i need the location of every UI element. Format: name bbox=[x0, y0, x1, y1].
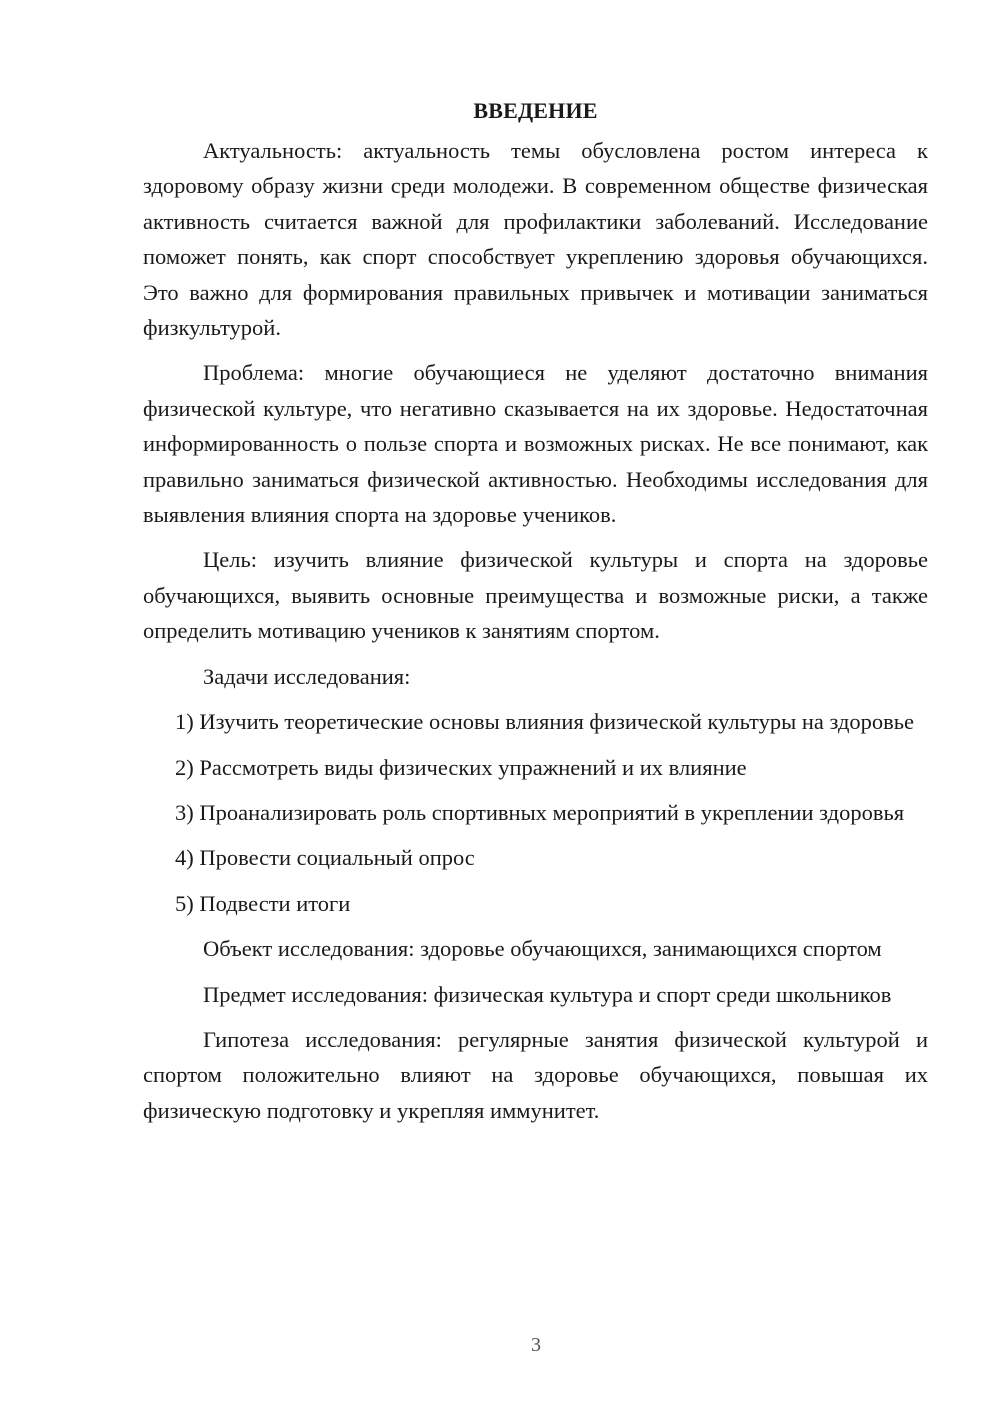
section-title: ВВЕДЕНИЕ bbox=[473, 98, 598, 123]
paragraph-relevance: Актуальность: актуальность темы обусловлена ростом интереса к здоровому образу жизни среди молодежи. В современном обществе физическая активность считается важной для профилактики заболеваний. Исследование поможет понять, как спорт способствует укреплению здоровья обучающихся. Это важно для формирования правильных привычек и мотивации заниматься физкультурой. bbox=[143, 138, 928, 341]
paragraph-goal: Цель: изучить влияние физической культуры и спорта на здоровье обучающихся, выявить основные преимущества и возможные риски, а также определить мотивацию учеников к занятиям спортом. bbox=[143, 547, 928, 644]
task-item-5: 5) Подвести итоги bbox=[175, 890, 351, 916]
document-body bbox=[143, 93, 928, 1128]
task-item-3: 3) Проанализировать роль спортивных мероприятий в укреплении здоровья bbox=[175, 799, 905, 825]
task-item-2: 2) Рассмотреть виды физических упражнений и их влияние bbox=[175, 754, 747, 780]
paragraph-hypothesis: Гипотеза исследования: регулярные занятия физической культурой и спортом положительно влияют на здоровье обучающихся, повышая их физическую подготовку и укрепляя иммунитет. bbox=[143, 1026, 928, 1123]
paragraph-problem: Проблема: многие обучающиеся не уделяют достаточно внимания физической культуре, что негативно сказывается на их здоровье. Недостаточная информированность о пользе спорта и возможных рисках. Не все понимают, как правильно заниматься физической активностью. Необходимы исследования для выявления влияния спорта на здоровье учеников. bbox=[143, 360, 928, 528]
paragraph-object: Объект исследования: здоровье обучающихся, занимающихся спортом bbox=[203, 936, 882, 962]
task-item-1: 1) Изучить теоретические основы влияния физической культуры на здоровье bbox=[175, 709, 915, 735]
page-number: 3 bbox=[531, 1334, 541, 1356]
tasks-heading: Задачи исследования: bbox=[203, 663, 411, 689]
task-item-4: 4) Провести социальный опрос bbox=[175, 845, 475, 871]
paragraph-subject: Предмет исследования: физическая культура и спорт среди школьников bbox=[203, 981, 892, 1007]
